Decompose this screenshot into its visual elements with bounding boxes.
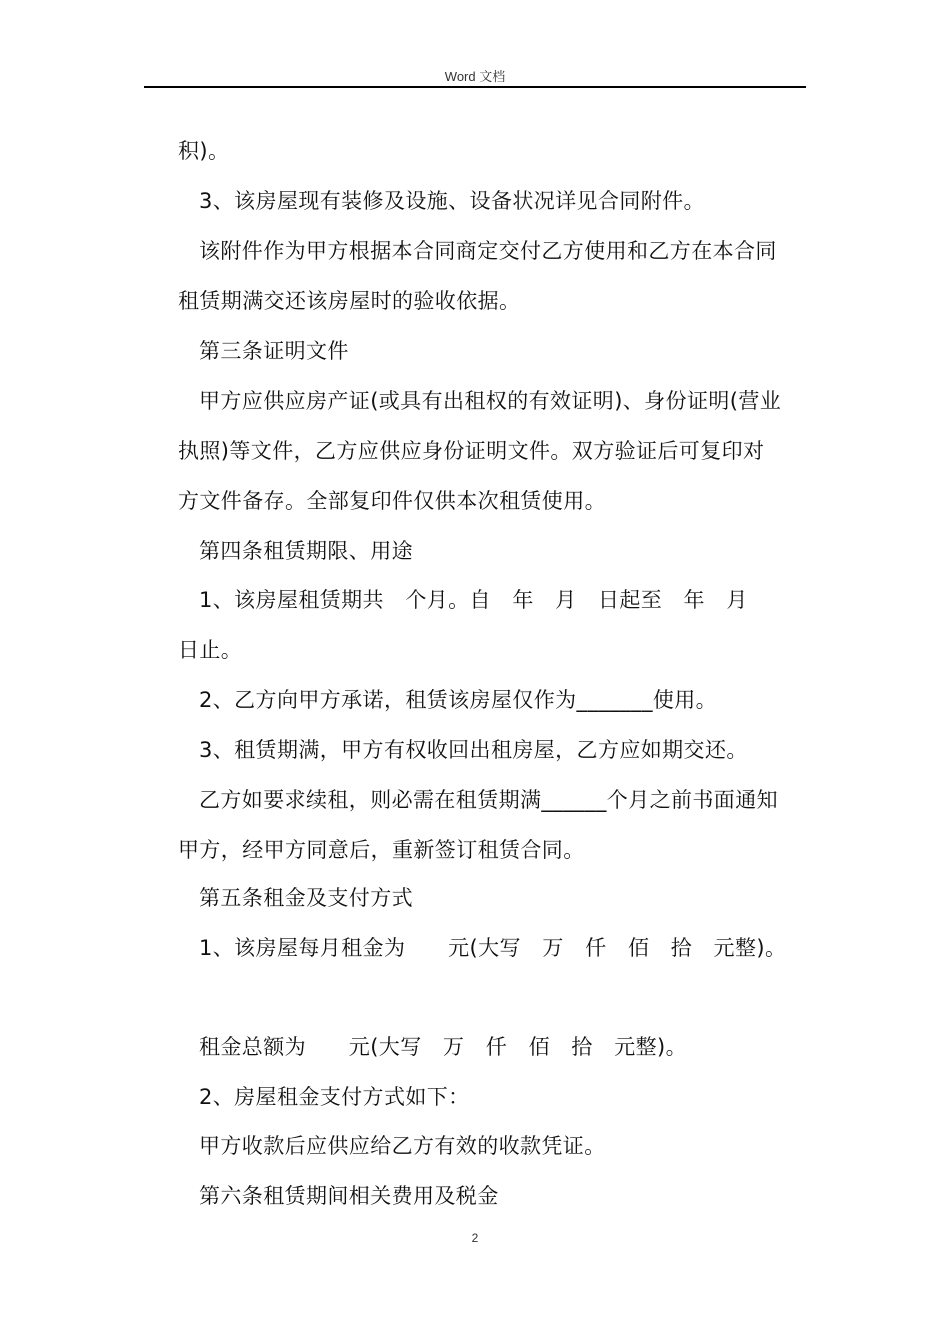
text-line: 租金总额为 元(大写 万 仟 佰 拾 元整)。: [199, 1035, 687, 1059]
text-line: 执照)等文件，乙方应供应身份证明文件。双方验证后可复印对: [178, 439, 765, 463]
section-heading: 第五条租金及支付方式: [199, 886, 413, 910]
text-line: 租赁期满交还该房屋时的验收依据。: [178, 289, 521, 313]
page-header: Word 文档: [444, 69, 506, 84]
text-line: 3、租赁期满，甲方有权收回出租房屋，乙方应如期交还。: [199, 738, 748, 762]
section-heading: 第三条证明文件: [199, 339, 349, 363]
text-line: 日止。: [178, 638, 243, 662]
text-line: 2、房屋租金支付方式如下：: [199, 1085, 470, 1109]
text-line: 甲方，经甲方同意后，重新签订租赁合同。: [178, 838, 585, 862]
header-divider: [144, 86, 806, 88]
text-line: 3、该房屋现有装修及设施、设备状况详见合同附件。: [199, 189, 705, 213]
text-line: 积)。: [178, 139, 230, 163]
text-line: 该附件作为甲方根据本合同商定交付乙方使用和乙方在本合同: [199, 239, 777, 263]
page-number: 2: [471, 1231, 479, 1245]
text-line: 甲方应供应房产证(或具有出租权的有效证明)、身份证明(营业: [199, 389, 782, 413]
section-heading: 第六条租赁期间相关费用及税金: [199, 1184, 499, 1208]
section-heading: 第四条租赁期限、用途: [199, 539, 413, 563]
text-line: 1、该房屋租赁期共 个月。自 年 月 日起至 年 月: [199, 588, 748, 612]
text-line: 2、乙方向甲方承诺，租赁该房屋仅作为_______使用。: [199, 688, 718, 712]
text-line: 乙方如要求续租，则必需在租赁期满______个月之前书面通知: [199, 788, 778, 812]
text-line: 方文件备存。全部复印件仅供本次租赁使用。: [178, 489, 606, 513]
text-line: 1、该房屋每月租金为 元(大写 万 仟 佰 拾 元整)。: [199, 936, 787, 960]
text-line: 甲方收款后应供应给乙方有效的收款凭证。: [199, 1134, 606, 1158]
